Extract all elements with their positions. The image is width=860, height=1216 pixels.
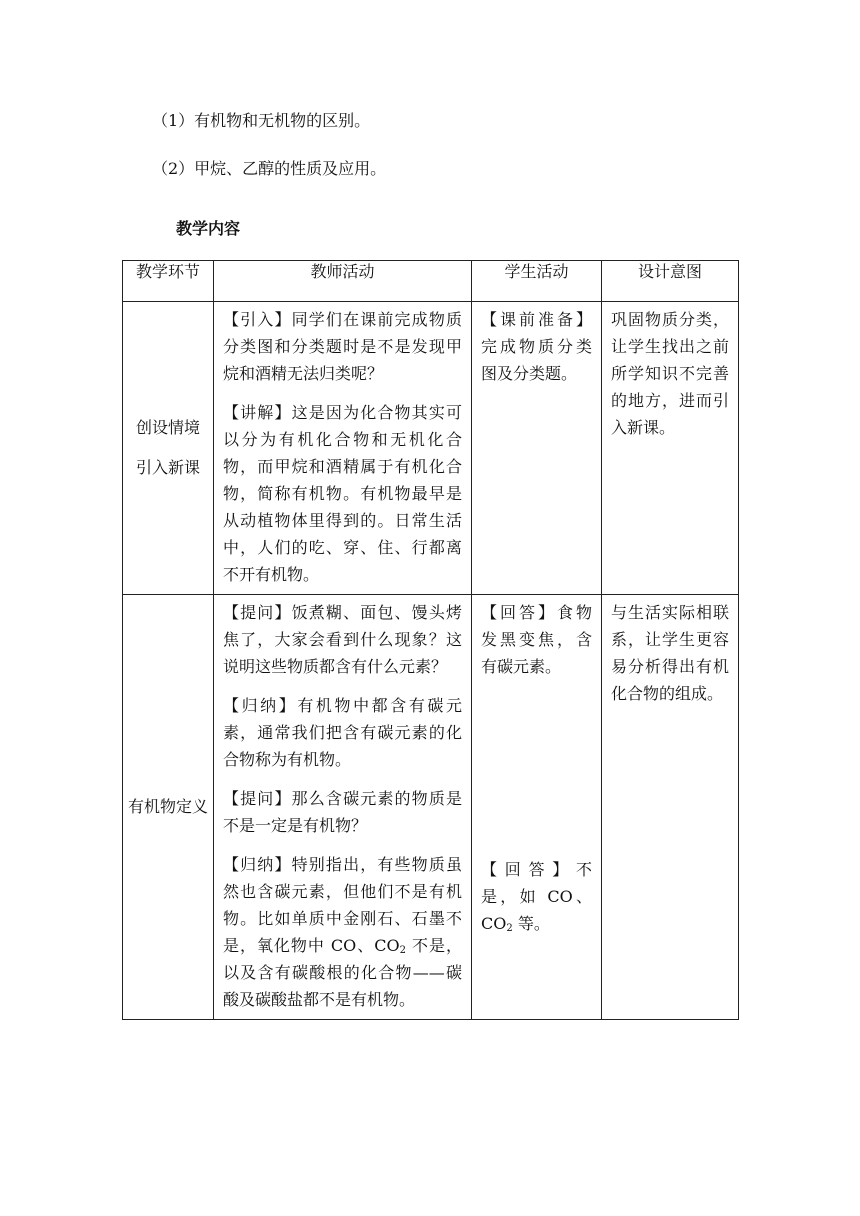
text-fragment: 不是，以及含有碳酸根的化合物——碳酸及碳酸盐都不是有机物。 <box>223 936 463 1009</box>
design-intent-cell <box>602 595 739 1020</box>
lesson-table <box>122 260 739 1020</box>
text-fragment: 【回答】不是，如 CO、CO <box>481 860 592 933</box>
header-student-activity: 学生活动 <box>472 261 602 302</box>
teacher-activity-cell <box>214 595 472 1020</box>
teacher-paragraph: 【归纳】有机物中都含有碳元素，通常我们把含有碳元素的化合物称为有机物。 <box>223 696 462 769</box>
stage-label: 有机物定义 <box>127 797 208 816</box>
text-fragment: 【归纳】特别指出，有些物质虽然也含碳元素，但他们不是有机物。比如单质中金刚石、石墨不是，氧化物中 CO、CO <box>223 855 462 955</box>
section-heading: 教学内容 <box>176 219 241 238</box>
stage-label-line1: 创设情境 <box>135 418 200 437</box>
stage-cell <box>123 302 214 595</box>
teacher-paragraph: 【讲解】这是因为化合物其实可以分为有机化合物和无机化合物，而甲烷和酒精属于有机化合物，简称有机物。有机物最早是从动植物体里得到的。日常生活中，人们的吃、穿、住、行都离不开有机物。 <box>223 403 462 584</box>
student-activity-cell <box>472 595 602 1020</box>
text-fragment: 等。 <box>512 914 550 933</box>
table-row <box>123 595 739 1020</box>
header-design-intent: 设计意图 <box>602 261 739 302</box>
objective-item-2: （2）甲烷、乙醇的性质及应用。 <box>152 159 387 178</box>
teacher-paragraph: 【引入】同学们在课前完成物质分类图和分类题时是不是发现甲烷和酒精无法归类呢？ <box>223 310 462 383</box>
stage-label-line2: 引入新课 <box>135 458 200 477</box>
student-paragraph: 【回答】食物发黑变焦，含有碳元素。 <box>481 603 592 676</box>
table-header-row <box>123 261 739 302</box>
table-row <box>123 302 739 595</box>
student-activity-cell <box>472 302 602 595</box>
intent-paragraph: 与生活实际相联系，让学生更容易分析得出有机化合物的组成。 <box>611 603 729 703</box>
header-stage: 教学环节 <box>123 261 214 302</box>
stage-cell <box>123 595 214 1020</box>
objective-item-1: （1）有机物和无机物的区别。 <box>152 111 371 130</box>
header-teacher-activity: 教师活动 <box>214 261 472 302</box>
student-paragraph: 【课前准备】完成物质分类图及分类题。 <box>481 310 592 383</box>
design-intent-cell <box>602 302 739 595</box>
intent-paragraph: 巩固物质分类，让学生找出之前所学知识不完善的地方，进而引入新课。 <box>611 310 729 437</box>
teacher-paragraph: 【提问】那么含碳元素的物质是不是一定是有机物？ <box>223 789 462 835</box>
subscript: 2 <box>506 923 513 934</box>
teacher-activity-cell <box>214 302 472 595</box>
spacer <box>481 680 592 856</box>
teacher-paragraph <box>223 851 462 1013</box>
student-paragraph <box>481 856 592 937</box>
teacher-paragraph: 【提问】饭煮糊、面包、馒头烤焦了，大家会看到什么现象？这说明这些物质都含有什么元素？ <box>223 603 462 676</box>
subscript: 2 <box>399 945 406 956</box>
